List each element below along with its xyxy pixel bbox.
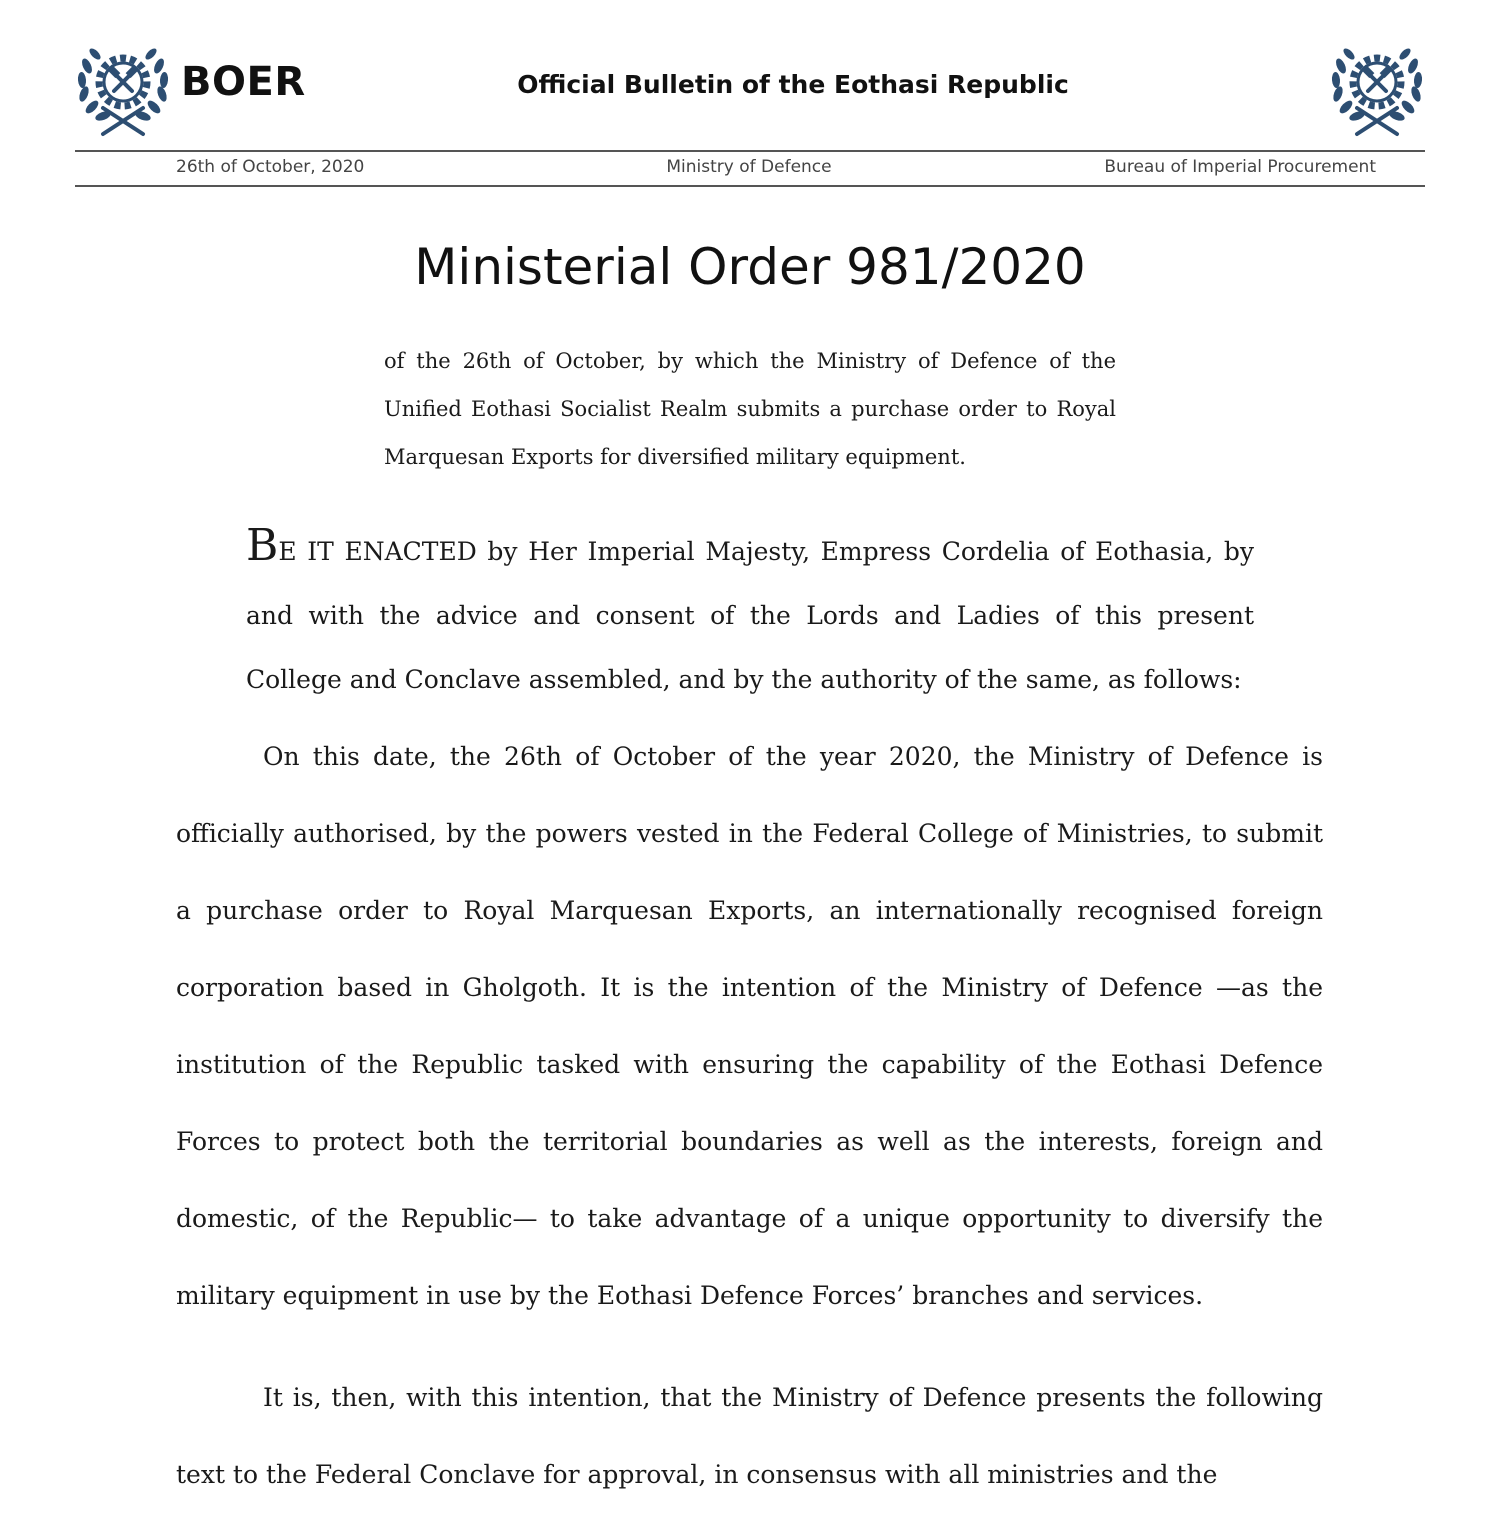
header-divider-bottom	[75, 185, 1425, 187]
body-paragraph: It is, then, with this intention, that the Ministry of Defence presents the following text to the Federal Conclave for approval, in consensus with all ministries and the	[176, 1383, 1323, 1489]
order-summary: of the 26th of October, by which the Ministry of Defence of the Unified Eothasi Socialist Realm submits a purchase order to Royal Marquesan Exports for diversified military equipment.	[384, 349, 1116, 469]
issuing-bureau: Bureau of Imperial Procurement	[1104, 157, 1376, 177]
enacting-initial: B	[246, 520, 279, 571]
republic-emblem-icon	[1327, 36, 1427, 140]
issuing-ministry: Ministry of Defence	[666, 157, 832, 177]
bulletin-date: 26th of October, 2020	[176, 157, 365, 177]
body-paragraph: On this date, the 26th of October of the year 2020, the Ministry of Defence is officially authorised, by the powers vested in the Federal College of Ministries, to submit a purchase order to Royal Marquesan Exports, an internationally recognised foreign corporation based in Gholgoth. It is the intention of the Ministry of Defence —as the institution of the Republic tasked with ensuring the capability of the Eothasi Defence Forces to protect both the territorial boundaries as well as the interests, foreign and domestic, of the Republic— to take advantage of a unique opportunity to diversify the military equipment in use by the Eothasi Defence Forces’ branches and services.	[176, 742, 1323, 1310]
header-divider-top	[75, 150, 1425, 152]
brand-name: BOER	[181, 59, 306, 105]
bulletin-title: Official Bulletin of the Eothasi Republic	[517, 70, 1069, 99]
order-title: Ministerial Order 981/2020	[414, 238, 1086, 296]
enacting-clause	[246, 514, 1254, 712]
enacting-smallcaps: E IT ENACTED	[278, 537, 477, 566]
republic-emblem-icon	[73, 36, 173, 140]
enacting-text: by Her Imperial Majesty, Empress Cordelia of Eothasia, by and with the advice and consent of the Lords and Ladies of this present College and Conclave assembled, and by the authority of the same, as follows:	[246, 537, 1255, 694]
